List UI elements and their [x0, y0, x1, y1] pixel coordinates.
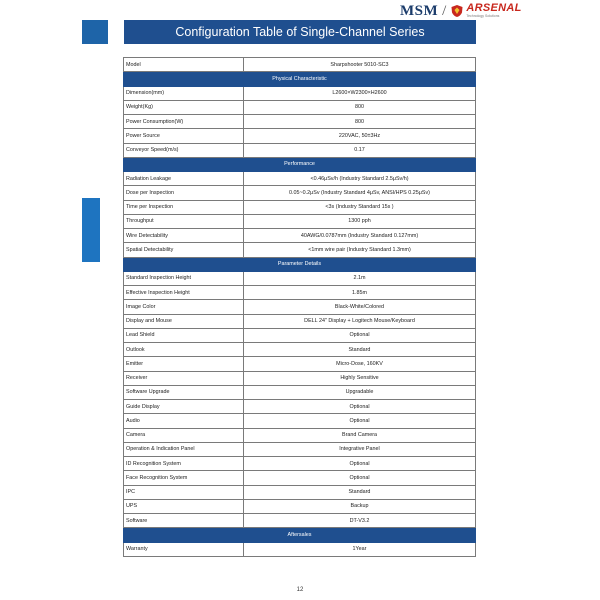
row-label: Operation & Indication Panel — [124, 442, 244, 456]
table-row-model — [124, 58, 476, 72]
row-value: Standard — [244, 343, 476, 357]
row-label: Power Source — [124, 129, 244, 143]
row-value: DELL 24" Display + Logitech Mouse/Keyboard — [244, 314, 476, 328]
section-header-aftersales — [124, 528, 476, 542]
row-value: Optional — [244, 457, 476, 471]
table-row — [124, 428, 476, 442]
row-label: Dose per Inspection — [124, 186, 244, 200]
spec-table — [123, 57, 476, 557]
row-label: Audio — [124, 414, 244, 428]
row-label: Effective Inspection Height — [124, 286, 244, 300]
table-row — [124, 499, 476, 513]
table-row — [124, 471, 476, 485]
table-row — [124, 286, 476, 300]
table-row — [124, 357, 476, 371]
row-label: Image Color — [124, 300, 244, 314]
section-title: Parameter Details — [124, 257, 476, 271]
table-row — [124, 129, 476, 143]
row-value: 1Year — [244, 542, 476, 556]
section-header-physical — [124, 72, 476, 86]
row-label: Face Recognition System — [124, 471, 244, 485]
row-label: Guide Display — [124, 400, 244, 414]
row-label: Outlook — [124, 343, 244, 357]
table-row — [124, 542, 476, 556]
row-value: Micro-Dose, 160KV — [244, 357, 476, 371]
section-title: Performance — [124, 157, 476, 171]
row-value: <3s (Industry Standard 15s ) — [244, 200, 476, 214]
row-label: Conveyor Speed(m/s) — [124, 143, 244, 157]
row-value: Optional — [244, 328, 476, 342]
row-label: UPS — [124, 499, 244, 513]
table-row — [124, 457, 476, 471]
row-value: <1mm wire pair (Industry Standard 1.3mm) — [244, 243, 476, 257]
table-row — [124, 414, 476, 428]
row-label: Receiver — [124, 371, 244, 385]
row-value: Highly Sensitive — [244, 371, 476, 385]
row-label: Display and Mouse — [124, 314, 244, 328]
arsenal-wordmark: ARSENAL — [466, 2, 522, 15]
row-value: DT-V3.2 — [244, 514, 476, 528]
table-row — [124, 400, 476, 414]
brand-separator: / — [442, 2, 447, 19]
row-label: Weight(Kg) — [124, 100, 244, 114]
row-value: 800 — [244, 100, 476, 114]
arsenal-tagline: Technology Solutions — [466, 14, 500, 19]
row-value: 220VAC, 50±3Hz — [244, 129, 476, 143]
row-value: Optional — [244, 400, 476, 414]
row-value: Integrative Panel — [244, 442, 476, 456]
row-value: <0.46μSv/h (Industry Standard 2.5μSv/h) — [244, 172, 476, 186]
row-value: 0.17 — [244, 143, 476, 157]
row-label: Software — [124, 514, 244, 528]
row-label: Time per Inspection — [124, 200, 244, 214]
row-value: Standard — [244, 485, 476, 499]
table-row — [124, 86, 476, 100]
row-label: ID Recognition System — [124, 457, 244, 471]
table-row — [124, 172, 476, 186]
page-number: 12 — [296, 587, 304, 593]
row-label: Camera — [124, 428, 244, 442]
table-row — [124, 314, 476, 328]
row-label: Standard Inspection Height — [124, 271, 244, 285]
table-row — [124, 343, 476, 357]
arsenal-emblem-icon — [450, 4, 464, 18]
row-label: Model — [124, 58, 244, 72]
row-value: Black-White/Colored — [244, 300, 476, 314]
table-row — [124, 442, 476, 456]
side-tab-marker — [82, 198, 100, 262]
table-row — [124, 200, 476, 214]
row-label: Emitter — [124, 357, 244, 371]
table-row — [124, 214, 476, 228]
row-value: 1.85m — [244, 286, 476, 300]
row-value: Optional — [244, 471, 476, 485]
row-label: Wire Detectability — [124, 229, 244, 243]
table-row — [124, 300, 476, 314]
table-row — [124, 328, 476, 342]
corner-accent-block — [82, 20, 108, 44]
row-value: L2600×W2300×H2600 — [244, 86, 476, 100]
table-row — [124, 243, 476, 257]
table-row — [124, 143, 476, 157]
row-value: Brand Camera — [244, 428, 476, 442]
section-title: Aftersales — [124, 528, 476, 542]
table-row — [124, 100, 476, 114]
table-row — [124, 371, 476, 385]
table-row — [124, 385, 476, 399]
row-value: Sharpshooter 5010-SC3 — [244, 58, 476, 72]
row-value: Optional — [244, 414, 476, 428]
table-row — [124, 271, 476, 285]
row-value: Upgradable — [244, 385, 476, 399]
row-label: Dimension(mm) — [124, 86, 244, 100]
row-label: IPC — [124, 485, 244, 499]
row-label: Lead Shield — [124, 328, 244, 342]
row-label: Power Consumption(W) — [124, 115, 244, 129]
row-value: 800 — [244, 115, 476, 129]
section-title: Physical Characteristic — [124, 72, 476, 86]
table-row — [124, 485, 476, 499]
row-value: 1300 pph — [244, 214, 476, 228]
page-title: Configuration Table of Single-Channel Series — [124, 20, 476, 44]
row-label: Software Upgrade — [124, 385, 244, 399]
section-header-performance — [124, 157, 476, 171]
brand-logos — [400, 2, 596, 20]
row-value: 2.1m — [244, 271, 476, 285]
row-label: Throughput — [124, 214, 244, 228]
row-value: Backup — [244, 499, 476, 513]
section-header-parameters — [124, 257, 476, 271]
row-label: Warranty — [124, 542, 244, 556]
row-label: Radiation Leakage — [124, 172, 244, 186]
row-label: Spatial Detectability — [124, 243, 244, 257]
msm-logo: MSM — [400, 2, 439, 19]
arsenal-logo — [450, 3, 521, 19]
row-value: 40AWG/0.0787mm (Industry Standard 0.127mm) — [244, 229, 476, 243]
table-row — [124, 115, 476, 129]
table-row — [124, 229, 476, 243]
table-row — [124, 186, 476, 200]
table-row — [124, 514, 476, 528]
row-value: 0.05~0.2μSv (Industry Standard 4μSv, ANSI/HPS 0.25μSv) — [244, 186, 476, 200]
